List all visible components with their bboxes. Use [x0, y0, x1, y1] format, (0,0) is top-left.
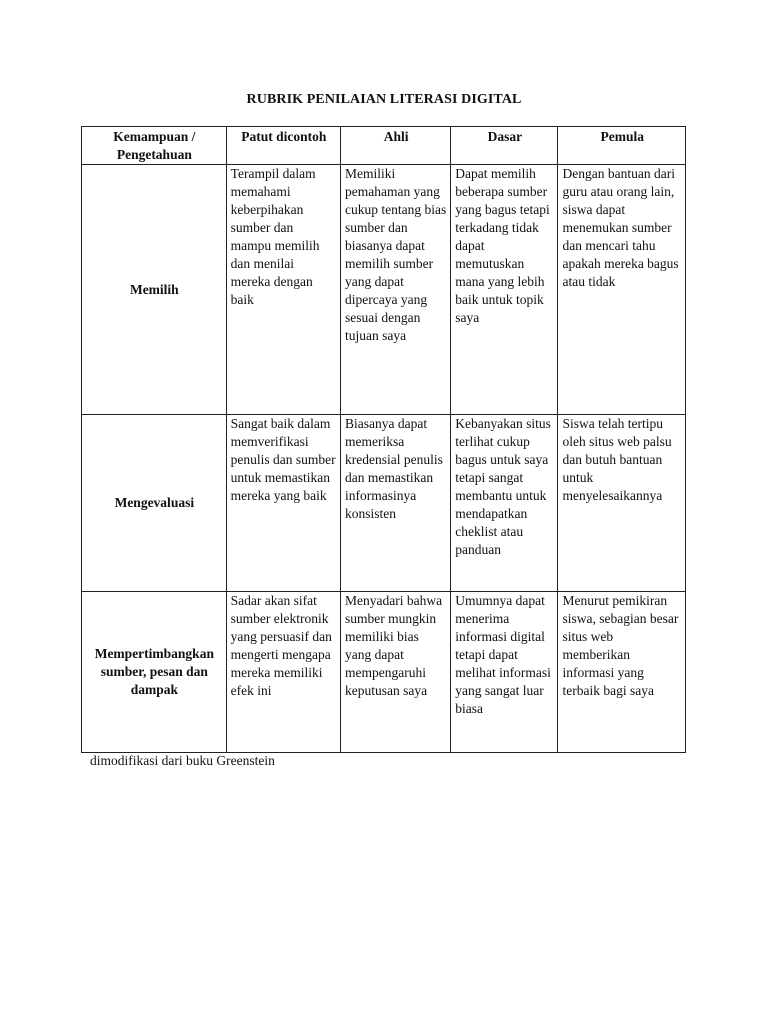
cell-dasar: Umumnya dapat menerima informasi digital tetapi dapat melihat informasi yang sangat luar biasa — [451, 592, 558, 753]
header-dasar: Dasar — [451, 127, 558, 165]
cell-ahli: Memiliki pemahaman yang cukup tentang bias sumber dan biasanya dapat memilih sumber yang dapat dipercaya yang sesuai dengan tujuan saya — [340, 165, 450, 415]
header-kemampuan: Kemampuan / Pengetahuan — [82, 127, 227, 165]
cell-ahli: Biasanya dapat memeriksa kredensial penulis dan memastikan informasinya konsisten — [340, 415, 450, 592]
document-title: RUBRIK PENILAIAN LITERASI DIGITAL — [246, 92, 522, 107]
row-label-memilih: Memilih — [82, 165, 227, 415]
cell-ahli: Menyadari bahwa sumber mungkin memiliki bias yang dapat mempengaruhi keputusan saya — [340, 592, 450, 753]
cell-patut-dicontoh: Terampil dalam memahami keberpihakan sumber dan mampu memilih dan menilai mereka dengan baik — [226, 165, 340, 415]
rubric-table — [81, 126, 686, 753]
table-row — [82, 592, 686, 753]
row-label-mengevaluasi: Mengevaluasi — [82, 415, 227, 592]
cell-pemula: Menurut pemikiran siswa, sebagian besar situs web memberikan informasi yang terbaik bagi saya — [558, 592, 686, 753]
table-row — [82, 415, 686, 592]
table-header-row — [82, 127, 686, 165]
cell-pemula: Dengan bantuan dari guru atau orang lain, siswa dapat menemukan sumber dan mencari tahu apakah mereka bagus atau tidak — [558, 165, 686, 415]
cell-dasar: Kebanyakan situs terlihat cukup bagus untuk saya tetapi sangat membantu untuk mendapatkan cheklist atau panduan — [451, 415, 558, 592]
header-patut-dicontoh: Patut dicontoh — [226, 127, 340, 165]
cell-dasar: Dapat memilih beberapa sumber yang bagus tetapi terkadang tidak dapat memutuskan mana yang lebih baik untuk topik saya — [451, 165, 558, 415]
header-ahli: Ahli — [340, 127, 450, 165]
cell-patut-dicontoh: Sadar akan sifat sumber elektronik yang persuasif dan mengerti mengapa mereka memiliki efek ini — [226, 592, 340, 753]
source-footnote: dimodifikasi dari buku Greenstein — [90, 753, 275, 768]
table-row — [82, 165, 686, 415]
cell-patut-dicontoh: Sangat baik dalam memverifikasi penulis dan sumber untuk memastikan mereka yang baik — [226, 415, 340, 592]
header-pemula: Pemula — [558, 127, 686, 165]
cell-pemula: Siswa telah tertipu oleh situs web palsu dan butuh bantuan untuk menyelesaikannya — [558, 415, 686, 592]
row-label-mempertimbangkan: Mempertimbangkan sumber, pesan dan dampak — [82, 592, 227, 753]
